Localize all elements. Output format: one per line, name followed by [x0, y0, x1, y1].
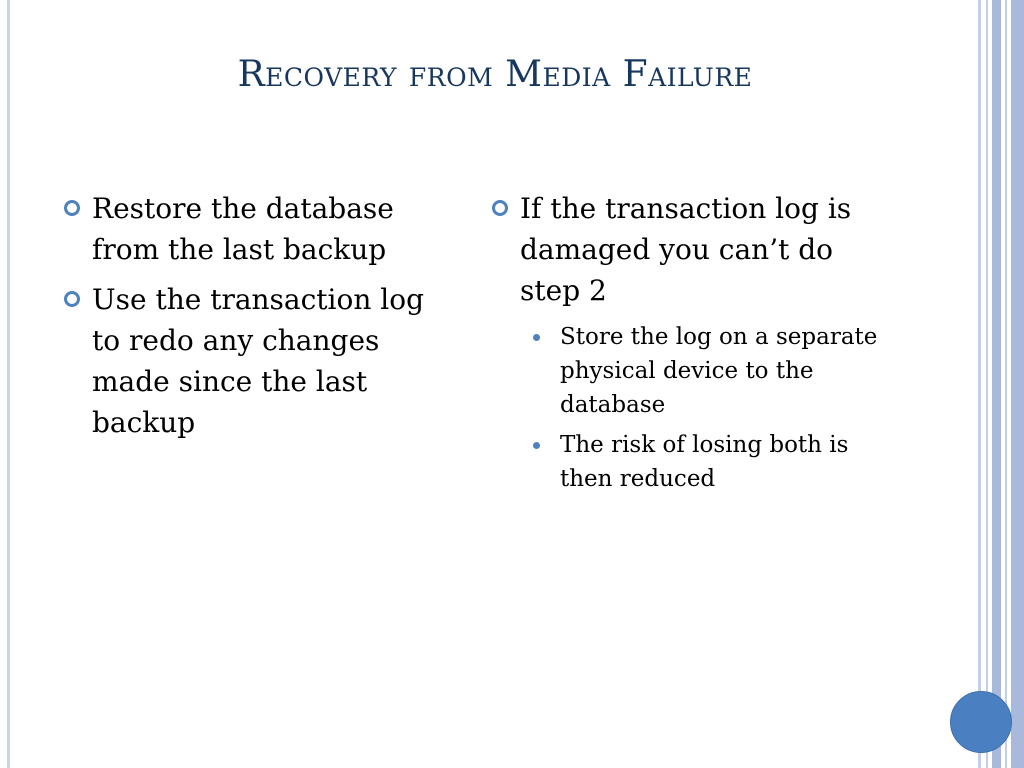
right-decorative-stripes: [978, 0, 1024, 768]
hollow-circle-bullet-icon: [492, 200, 508, 216]
filled-dot-bullet-icon: [533, 442, 540, 449]
slide-title: Recovery from Media Failure: [237, 54, 753, 95]
sub-bullet-text: The risk of losing both is then reduced: [560, 432, 849, 492]
stripe: [992, 0, 1001, 768]
sub-bullet-item: [492, 320, 892, 422]
sub-bullet-text: Store the log on a separate physical device to the database: [560, 324, 878, 418]
hollow-circle-bullet-icon: [64, 200, 80, 216]
bullet-item: [64, 188, 444, 270]
stripe: [978, 0, 981, 768]
sub-bullet-item: [492, 428, 892, 496]
stripe: [986, 0, 988, 768]
left-column: [64, 188, 444, 452]
bullet-text: Use the transaction log to redo any changes made since the last backup: [92, 283, 425, 439]
stripe: [1005, 0, 1007, 768]
filled-dot-bullet-icon: [533, 334, 540, 341]
bullet-item: [64, 279, 444, 443]
stripe: [1011, 0, 1024, 768]
bullet-text: If the transaction log is damaged you can’t do step 2: [520, 192, 852, 307]
bullet-text: Restore the database from the last backup: [92, 192, 394, 266]
blue-circle-icon: [950, 691, 1012, 753]
right-column: [492, 188, 892, 502]
left-border-rule: [7, 0, 10, 768]
hollow-circle-bullet-icon: [64, 291, 80, 307]
bullet-item: [492, 188, 892, 311]
